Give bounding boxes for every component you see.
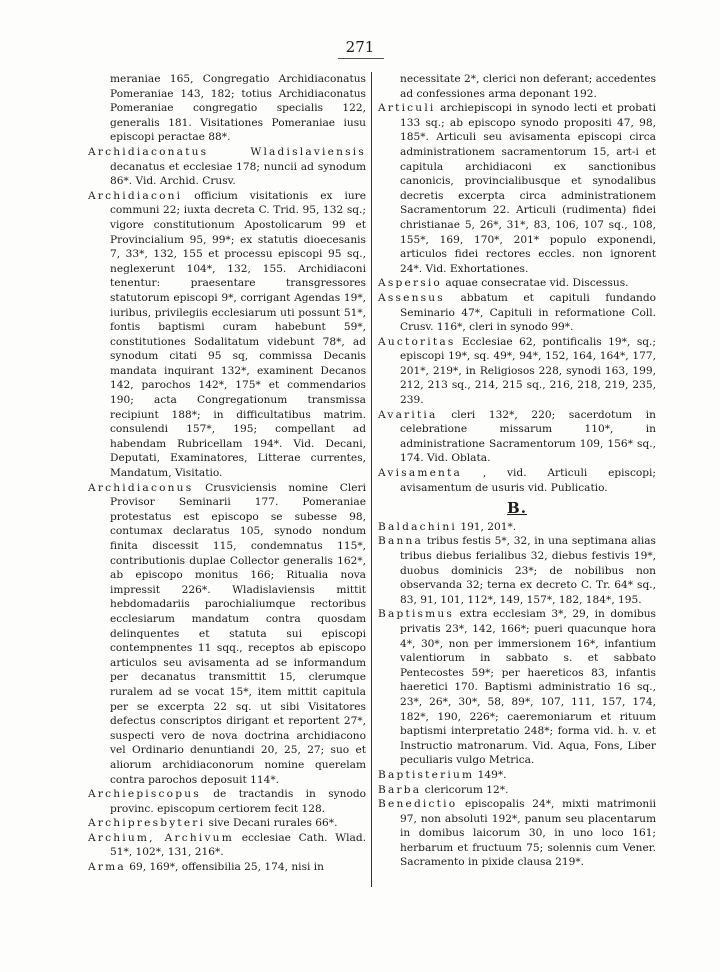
index-entry-text: cleri 132*, 220; sacerdotum in celebratione missarum 110*, in administratione Sacramentorum 109, 156* sq., 174. Vid. Oblata. xyxy=(400,408,657,465)
index-entry-text: tribus festis 5*, 32, in una septimana alias tribus diebus ferialibus 32, diebus festivis 19*, duobus dominicis 23*; de nobilibus non observanda 32; terna ex decreto C. Tr. 64* sq., 83, 91, 101, 112*, 149, 157*, 182, 184*, 195. xyxy=(400,535,656,606)
index-entry xyxy=(378,466,656,495)
index-entry xyxy=(378,534,656,607)
index-entry-text: , vid. Articuli episcopi; avisamentum de usuris vid. Publicatio. xyxy=(400,467,656,494)
index-entry xyxy=(88,831,366,860)
index-entry-text: archiepiscopi in synodo lecti et probati 133 sq.; ab episcopo synodo propositi 47, 98, 185*. Articuli seu avisamenta episcopi circa administrationem sacramentorum 15, art-i et capitula archidiaconi ex sanctionibus canonicis, provincialibusque et synodalibus decretis excerpta circa administrationem Sacramentorum 22. Articuli (rudimenta) fidei christianae 5, 26*, 31*, 83, 106, 107 sq., 108, 155*, 169, 170*, 201* populo exponendi, articulos fidei rectores eccles. non ignorent 24*. Vid. Exhortationes. xyxy=(400,102,656,275)
index-entry-lemma: Archiepiscopus xyxy=(88,788,201,801)
right-column xyxy=(378,72,656,870)
section-letter-heading: B. xyxy=(507,499,527,518)
left-column xyxy=(88,72,366,875)
index-entry-text: 149*. xyxy=(477,768,507,781)
continued-entry-text: necessitate 2*, clerici non deferant; accedentes ad confessiones arma deponant 192. xyxy=(400,73,656,100)
index-entry-lemma: Archidiaconatus Wladislaviensis xyxy=(88,145,366,158)
index-entry-lemma: Avaritia xyxy=(378,408,438,421)
index-entry xyxy=(88,145,366,189)
index-entry-text: aquae consecratae vid. Discessus. xyxy=(445,277,629,290)
index-entry-text: Ecclesiae 62, pontificalis 19*, sq.; episcopi 19*, sq. 49*, 94*, 152, 164, 164*, 177, 201*, 219*, in Religiosos 228, synodi 163, 199, 212, 213 sq., 214, 215 sq., 216, 218, 219, 235, 239. xyxy=(400,335,656,407)
index-entry-text: abbatum et capituli fundando Seminario 47*, Capituli in reformatione Coll. Crusv. 116*, cleri in synodo 99*. xyxy=(400,291,656,334)
index-entry xyxy=(378,101,656,276)
index-entry-text: Crusviciensis nomine Cleri Provisor Seminarii 177. Pomeraniae protestatus est episcopo se subesse 98, contumax declaratus 105, synodo nondum finita discessit 115, condemnatus 115*, contributionis duplae Collector generalis 162*, ab episcopo monitus 166; Ritualia nova impressit 226*. Wladislaviensis mittit hebdomadariis parochialiumque rectoribus ecclesiarum mandatum contra quosdam delinquentes et statuta sui episcopi contempnentes 11 sqq., receptos ab episcopo articulos seu avisamenta ad se informandum per decanatus transmittit 15, clerumque ruralem ad se vocat 15*, item mittit capitula per se excerpta 22 sq. ut sibi Visitatores defectus conscriptos dirigant et reportent 27*, suspecti vero de nova doctrina archidiacono vel Ordinario denuntiandi 20, 25, 27; suo et aliorum archidiaconorum nomine querelam contra parochos deposuit 114*. xyxy=(110,481,366,786)
index-entry-text: sive Decani rurales 66*. xyxy=(208,817,338,830)
index-entry xyxy=(378,797,656,870)
page-number-rule xyxy=(338,58,384,59)
index-entry-lemma: Archidiaconus xyxy=(88,481,194,494)
index-entry-lemma: Baptismus xyxy=(378,608,455,621)
index-entry xyxy=(378,291,656,335)
index-entry-lemma: Baptisterium xyxy=(378,768,475,781)
index-entry xyxy=(88,481,366,787)
page-number: 271 xyxy=(345,38,375,56)
index-entry-lemma: Banna xyxy=(378,535,424,548)
index-entry-lemma: Aspersio xyxy=(378,277,443,290)
index-entry xyxy=(88,787,366,816)
index-entry xyxy=(378,768,656,783)
index-entry-lemma: Archium, Archivum xyxy=(88,831,234,844)
index-entry xyxy=(378,607,656,768)
index-entry xyxy=(378,783,656,798)
right-entry-list-b xyxy=(378,520,656,870)
index-entry xyxy=(378,520,656,535)
index-entry-lemma: Articuli xyxy=(378,102,436,115)
index-entry xyxy=(378,408,656,466)
index-entry-text: episcopalis 24*, mixti matrimonii 97, non absoluti 192*, panum seu placentarum in domibus laicorum 30, in uno loco 161; herbarum et fructuum 75; solennis cum Vener. Sacramento in pixide clausa 219*. xyxy=(400,798,656,869)
index-entry-lemma: Arma xyxy=(88,861,126,874)
index-entry-text: ecclesiae Cath. Wlad. 51*, 102*, 131, 216*. xyxy=(110,831,366,859)
index-entry-text: 191, 201*. xyxy=(460,520,517,533)
index-entry xyxy=(88,860,366,875)
index-entry-lemma: Archipresbyteri xyxy=(88,817,206,830)
right-entry-list-a xyxy=(378,101,656,495)
index-entry-text: officium visitationis ex iure communi 22; iuxta decreta C. Trid. 95, 132 sq.; vigore constitutionum Apostolicarum 99 et Provincialium 95, 99*; ex statutis dioecesanis 7, 33*, 132, 155 et processu episcopi 95 sq., neglexerunt 104*, 132, 155. Archidiaconi tenentur: praesentare transgressores statutorum episcopi 9*, corrigant Agendas 19*, iuribus, privilegiis ecclesiarum uti possunt 51*, fontis baptismi curam habebunt 59*, constitutiones Sodalitatum videbunt 78*, ad synodum citati 95 sq, commissa Decanis mandata inquirant 132*, examinent Decanos 142, parochos 142*, 175* et commendarios 190; acta Congregationum transmissa recipiunt 188*; in difficultatibus matrim. consulendi 157*, 195; compellant ad habendam Rubricellam 194*. Vid. Decani, Deputati, Examinatores, Litterae currentes, Mandatum, Visitatio. xyxy=(110,189,366,480)
column-divider xyxy=(371,72,372,887)
index-entry xyxy=(88,816,366,831)
index-entry xyxy=(378,276,656,291)
index-entry-lemma: Barba xyxy=(378,783,422,796)
index-entry xyxy=(378,335,656,408)
index-entry-text: decanatus et ecclesiae 178; nuncii ad synodum 86*. Vid. Archid. Crusv. xyxy=(110,160,366,188)
index-entry-lemma: Assensus xyxy=(378,291,445,304)
index-entry-text: de tractandis in synodo provinc. episcopum certiorem fecit 128. xyxy=(110,788,366,815)
index-entry-lemma: Baldachini xyxy=(378,520,457,533)
index-entry xyxy=(88,189,366,481)
index-entry-lemma: Archidiaconi xyxy=(88,189,183,202)
index-entry-text: 69, 169*, offensibilia 25, 174, nisi in xyxy=(129,861,324,874)
index-entry-text: extra ecclesiam 3*, 29, in domibus privatis 23*, 142, 166*; pueri quacunque hora 4*, 30*, non per immersionem 16*, infantium valentiorum in sabbato s. et sabbato Pentecostes 59*; per haereticos 83, infantis haeretici 170. Baptismi administratio 16 sq., 23*, 26*, 30*, 58, 89*, 107, 111, 157, 174, 182*, 190, 226*; caeremoniarum et rituum baptismi interpretatio 248*; forma vid. h. v. et Instructio matronarum. Vid. Aqua, Fons, Liber peculiaris vulgo Metrica. xyxy=(400,608,656,767)
index-entry-lemma: Avisamenta xyxy=(378,467,463,480)
index-entry-lemma: Auctoritas xyxy=(378,335,456,348)
left-entry-list xyxy=(88,145,366,875)
continued-entry-text: meraniae 165, Congregatio Archidiaconatus Pomeraniae 143, 182; totius Archidiaconatus Pomeraniae congregatio specialis 122, generalis 181. Visitationes Pomeraniae iusu episcopi peractae 88*. xyxy=(110,73,366,144)
index-entry-text: clericorum 12*. xyxy=(424,783,509,796)
index-entry-lemma: Benedictio xyxy=(378,798,458,811)
